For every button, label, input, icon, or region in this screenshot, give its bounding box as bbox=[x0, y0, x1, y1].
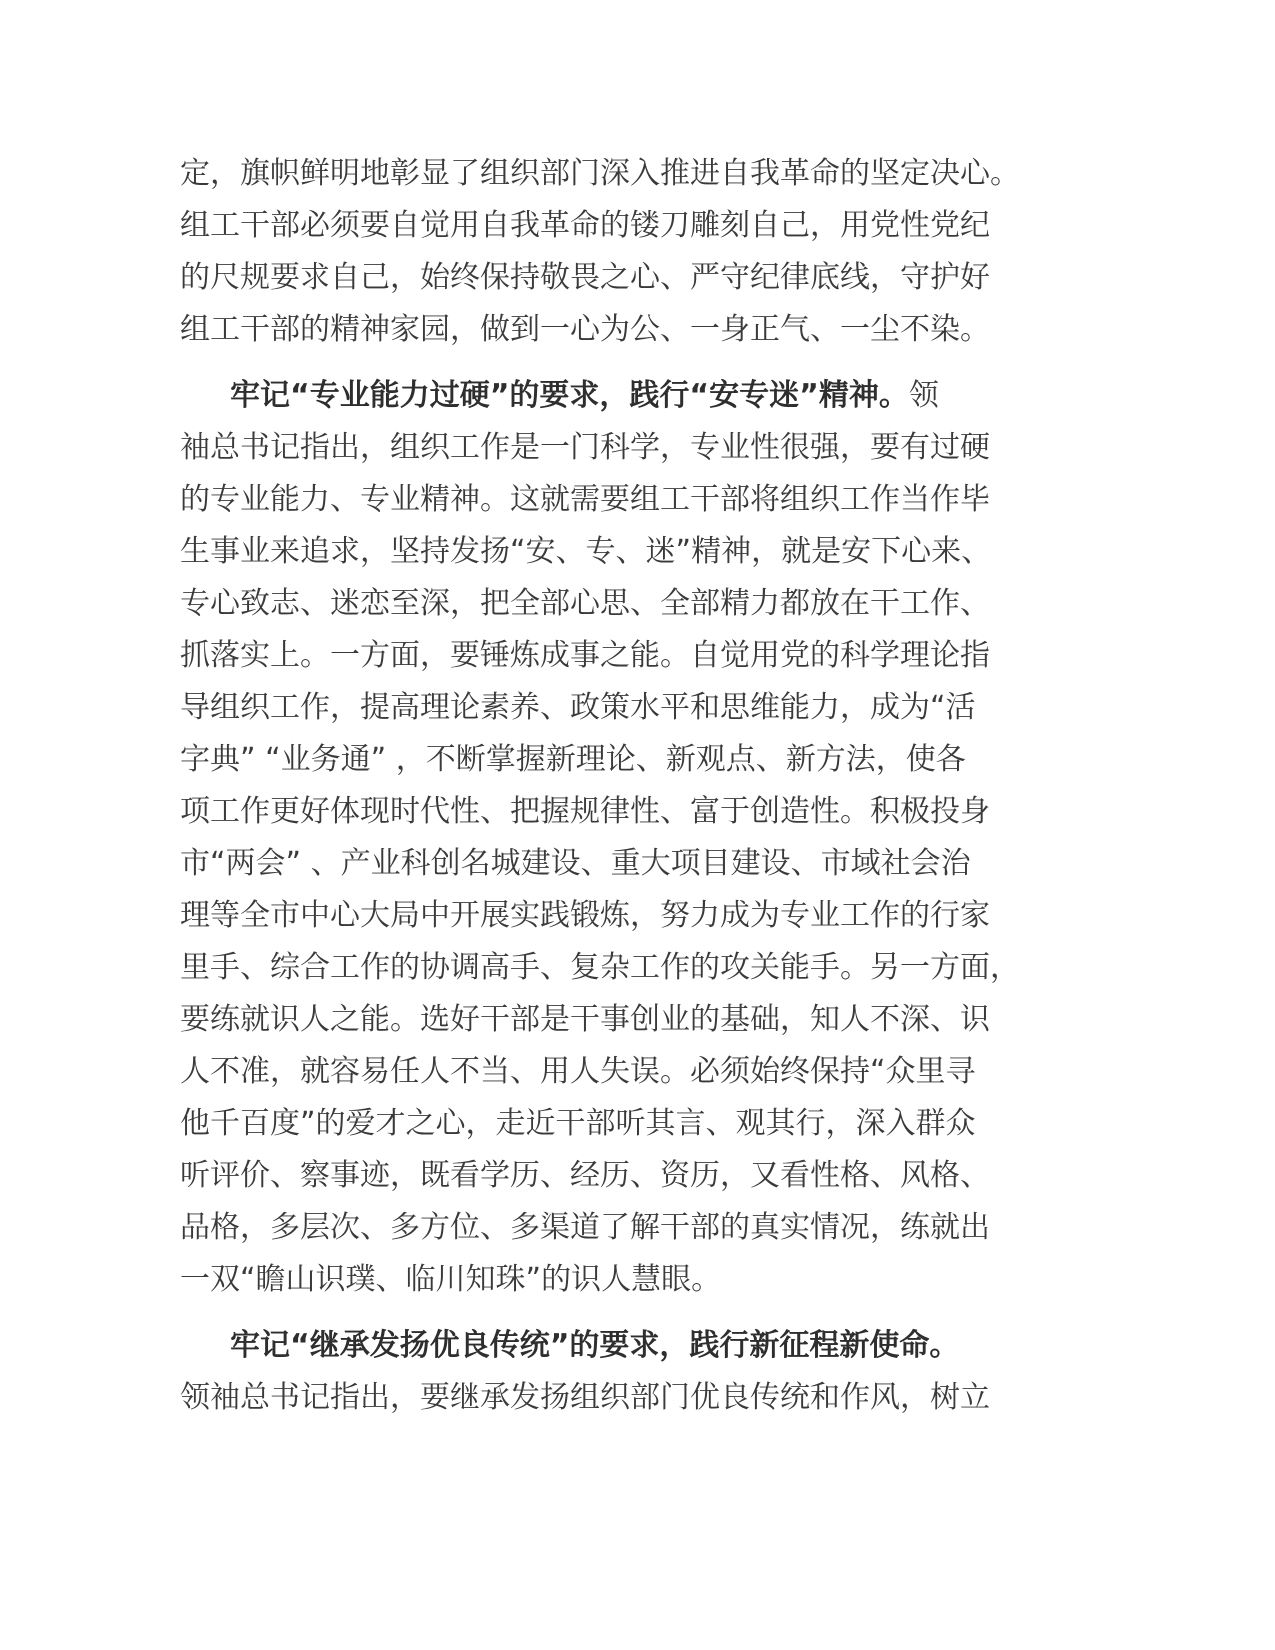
paragraph-line: 里手、综合工作的协调高手、复杂工作的攻关能手。另一方面， bbox=[180, 950, 1020, 985]
section-heading: 牢记“专业能力过硬”的要求，践行“安专迷”精神。 bbox=[230, 378, 909, 413]
paragraph-line: 字典” “业务通” ，不断掌握新理论、新观点、新方法，使各 bbox=[180, 742, 966, 777]
paragraph-line: 定，旗帜鲜明地彰显了组织部门深入推进自我革命的坚定决心。 bbox=[180, 156, 1020, 191]
paragraph-line: 听评价、察事迹，既看学历、经历、资历，又看性格、风格、 bbox=[180, 1158, 990, 1193]
paragraph-line: 抓落实上。一方面，要锤炼成事之能。自觉用党的科学理论指 bbox=[180, 638, 990, 673]
paragraph-line: 的尺规要求自己，始终保持敬畏之心、严守纪律底线，守护好 bbox=[180, 260, 990, 295]
document-body bbox=[180, 148, 1080, 1424]
paragraph-line: 他千百度”的爱才之心，走近干部听其言、观其行，深入群众 bbox=[180, 1106, 976, 1141]
section-first-line bbox=[180, 370, 1080, 422]
paragraph-line: 项工作更好体现时代性、把握规律性、富于创造性。积极投身 bbox=[180, 794, 990, 829]
paragraph-line: 袖总书记指出，组织工作是一门科学，专业性很强，要有过硬 bbox=[180, 430, 990, 465]
section-first-line bbox=[180, 1320, 1080, 1372]
paragraph-line: 导组织工作，提高理论素养、政策水平和思维能力，成为“活 bbox=[180, 690, 976, 725]
paragraph-line: 要练就识人之能。选好干部是干事创业的基础，知人不深、识 bbox=[180, 1002, 990, 1037]
paragraph-line: 理等全市中心大局中开展实践锻炼，努力成为专业工作的行家 bbox=[180, 898, 990, 933]
paragraph-line: 的专业能力、专业精神。这就需要组工干部将组织工作当作毕 bbox=[180, 482, 990, 517]
paragraph-line: 人不准，就容易任人不当、用人失误。必须始终保持“众里寻 bbox=[180, 1054, 976, 1089]
section-text-start: 领 bbox=[908, 378, 939, 413]
section-heading: 牢记“继承发扬优良传统”的要求，践行新征程新使命。 bbox=[230, 1328, 960, 1363]
paragraph-line: 一双“瞻山识璞、临川知珠”的识人慧眼。 bbox=[180, 1262, 722, 1297]
paragraph-line: 领袖总书记指出，要继承发扬组织部门优良传统和作风，树立 bbox=[180, 1380, 990, 1415]
paragraph-line: 组工干部必须要自觉用自我革命的镂刀雕刻自己，用党性党纪 bbox=[180, 208, 990, 243]
paragraph-line: 品格，多层次、多方位、多渠道了解干部的真实情况，练就出 bbox=[180, 1210, 990, 1245]
paragraph-line: 组工干部的精神家园，做到一心为公、一身正气、一尘不染。 bbox=[180, 312, 990, 347]
paragraph-line: 市“两会” 、产业科创名城建设、重大项目建设、市域社会治 bbox=[180, 846, 971, 881]
paragraph-line: 生事业来追求，坚持发扬“安、专、迷”精神，就是安下心来、 bbox=[180, 534, 992, 569]
paragraph-line: 专心致志、迷恋至深，把全部心思、全部精力都放在干工作、 bbox=[180, 586, 990, 621]
